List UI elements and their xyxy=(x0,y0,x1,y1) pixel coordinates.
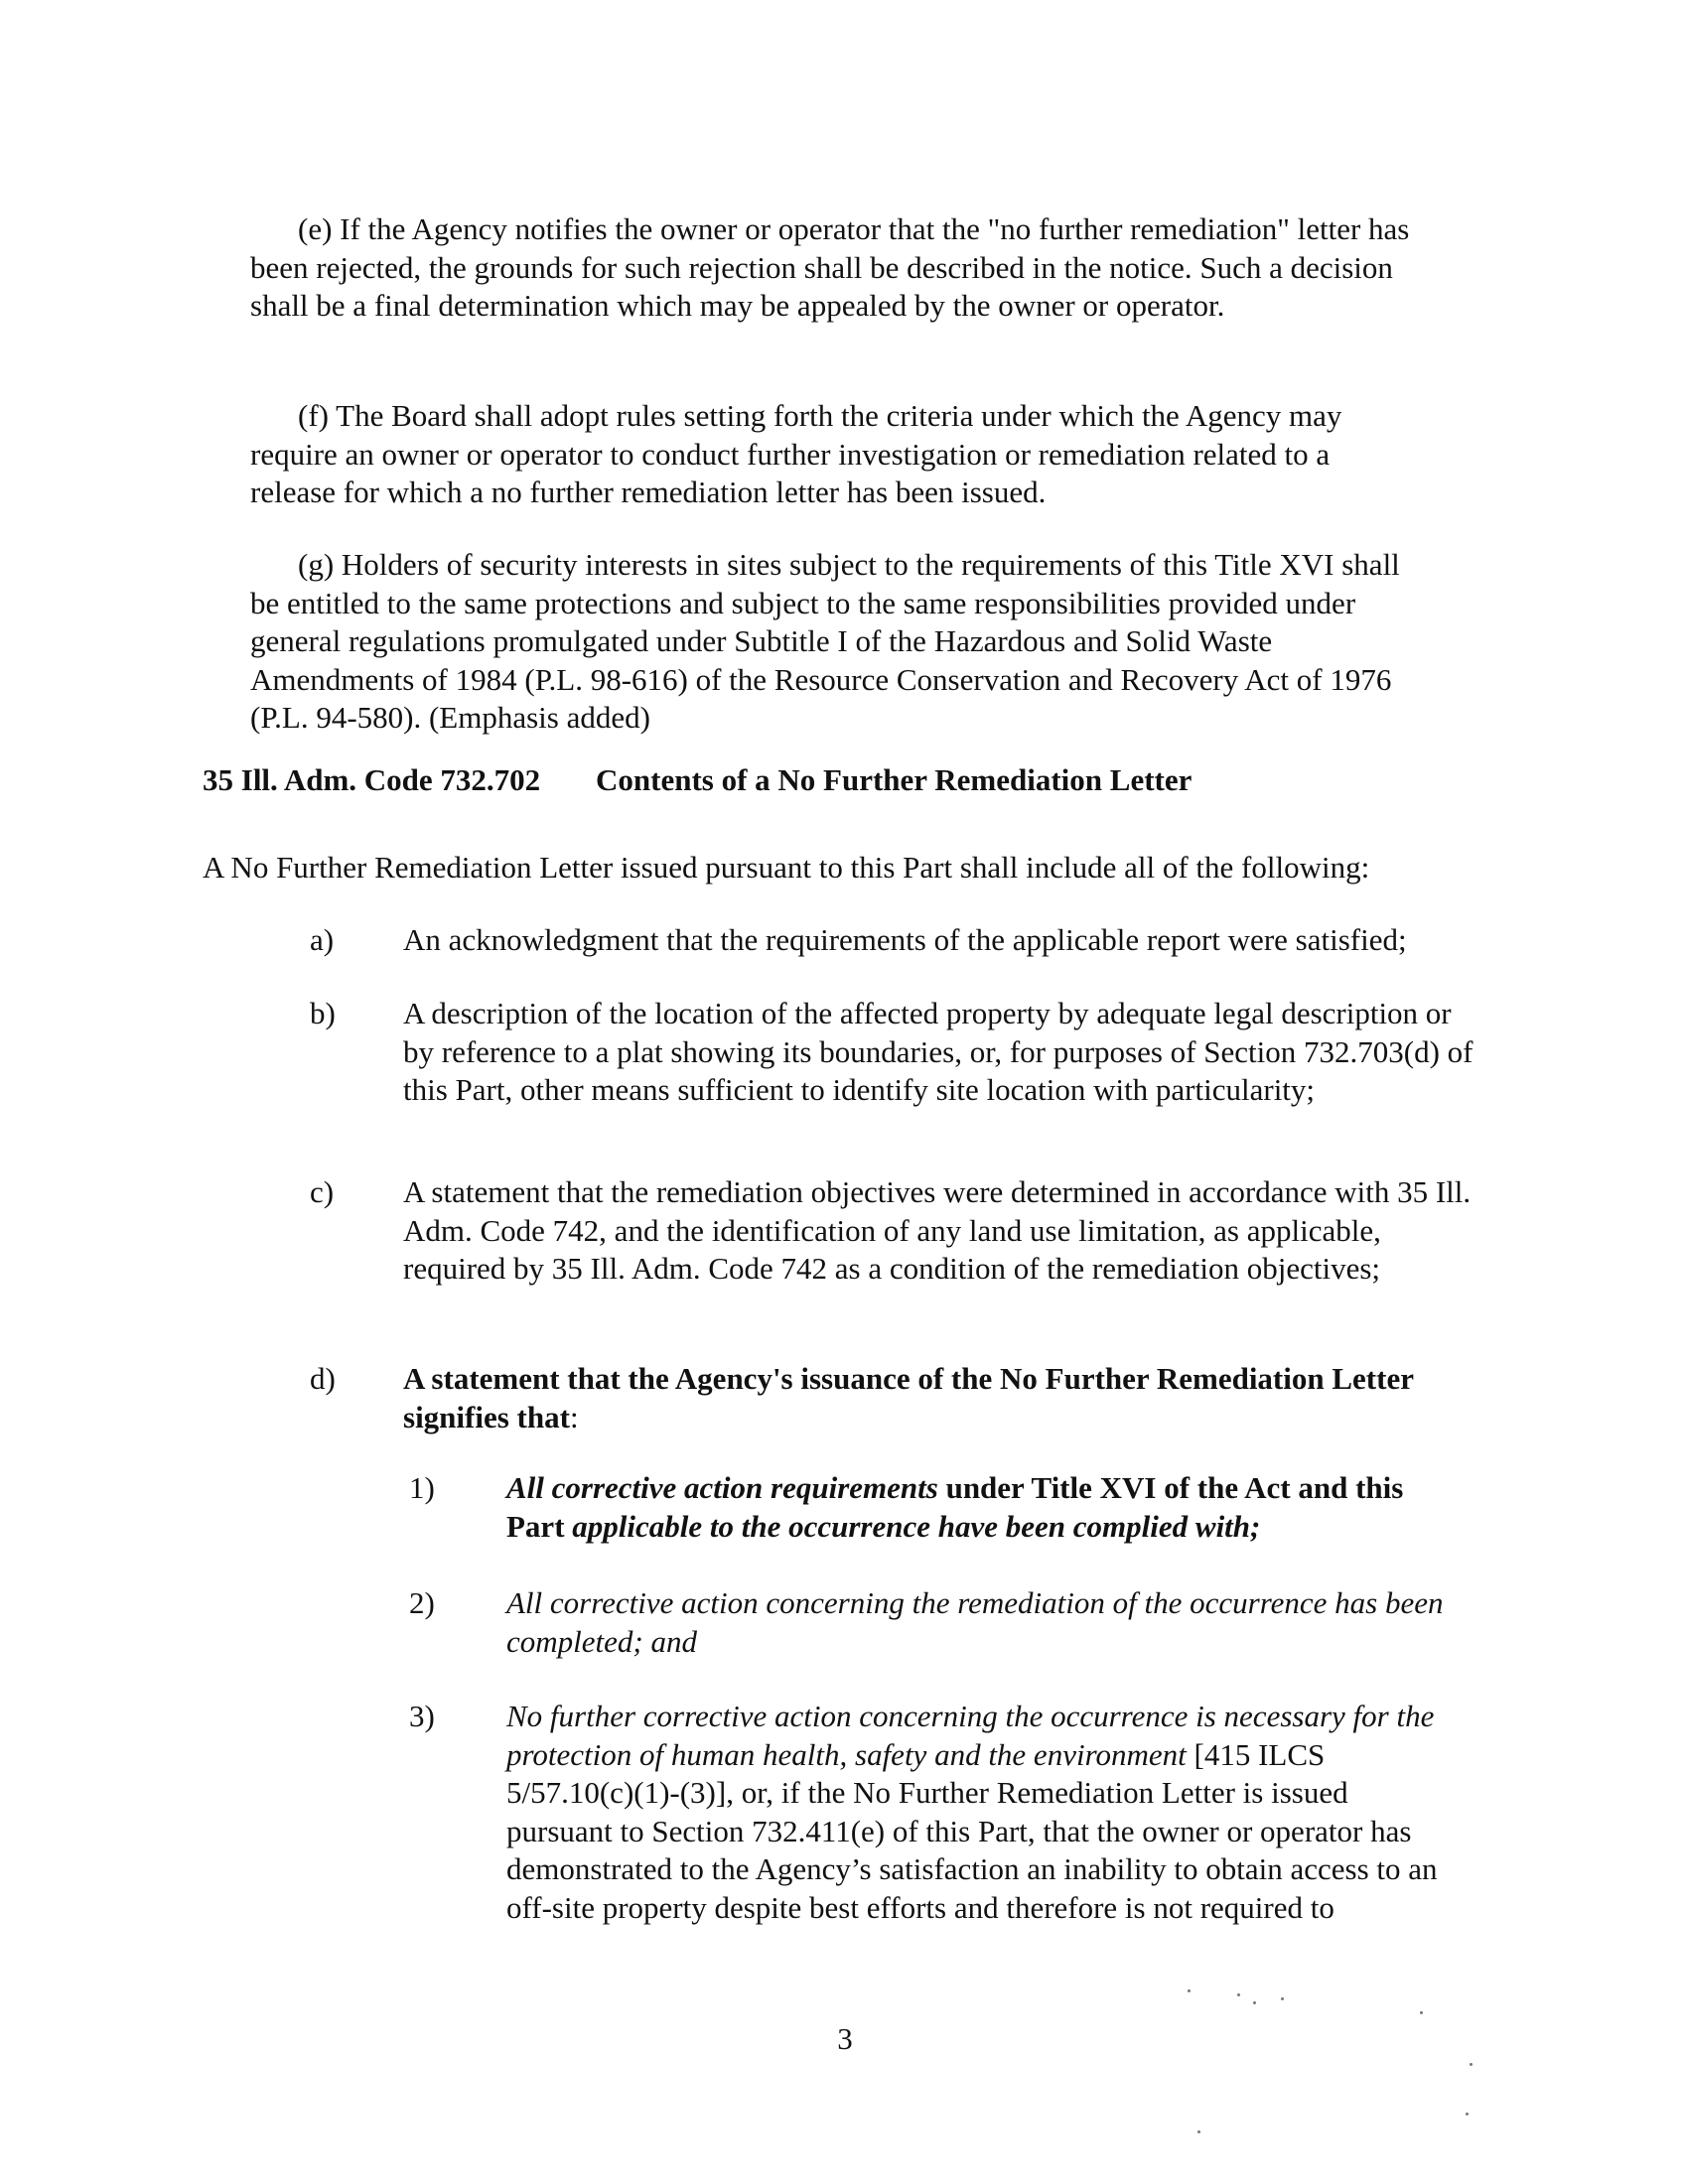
scan-speck xyxy=(1466,2113,1469,2116)
sub-item-text: All corrective action requirements under Title XVI of the Act and this Part applicable to the occurrence have been complied with; xyxy=(506,1470,1404,1544)
scan-speck xyxy=(1420,2011,1423,2014)
sub-item-label: 3) xyxy=(409,1699,435,1733)
paragraph-e: (e) If the Agency notifies the owner or operator that the "no further remediation" letter has been rejected, the grounds for such rejection shall be described in the notice. Such a decision shall be a final determination which may be appealed by the owner or operator. xyxy=(250,211,1410,323)
item-label: c) xyxy=(310,1174,335,1209)
paragraph-f: (f) The Board shall adopt rules setting forth the criteria under which the Agency may require an owner or operator to conduct further investigation or remediation related to a release for which a no further remediation letter has been issued. xyxy=(250,398,1342,509)
item-label: a) xyxy=(310,922,335,957)
scan-speck xyxy=(1188,1989,1191,1992)
sub-item-text: All corrective action concerning the remediation of the occurrence has been completed; and xyxy=(506,1585,1444,1659)
item-text: A description of the location of the affected property by adequate legal description or by reference to a plat showing its boundaries, or, for purposes of Section 732.703(d) of this Part, other means sufficient to identify site location with particularity; xyxy=(403,996,1474,1107)
section-heading xyxy=(203,762,1192,798)
item-label: d) xyxy=(310,1361,336,1396)
item-text: A statement that the remediation objectives were determined in accordance with 35 Ill. Adm. Code 742, and the identification of any land use limitation, as applicable, required by 35 Ill. Adm. Code 742 as a condition of the remediation objectives; xyxy=(403,1174,1472,1286)
scan-speck xyxy=(1253,2001,1256,2004)
scan-speck xyxy=(1197,2130,1200,2133)
section-code: 35 Ill. Adm. Code 732.702 xyxy=(203,762,541,797)
page-number: 3 xyxy=(837,2021,853,2056)
item-label: b) xyxy=(310,996,336,1030)
scan-speck xyxy=(1237,1993,1240,1996)
sub-item-label: 1) xyxy=(409,1470,435,1505)
item-text: An acknowledgment that the requirements of the applicable report were satisfied; xyxy=(403,922,1407,957)
sub-item-label: 2) xyxy=(409,1585,435,1620)
scan-speck xyxy=(1281,1997,1284,2000)
sub-item-text: No further corrective action concerning the occurrence is necessary for the protection of human health, safety and the environment [415 ILCS 5/57.10(c)(1)-(3)], or, if the No Further Remediation Letter is issued pursuant to Section 732.411(e) of this Part, that the owner or operator has demonstrated to the Agency’s satisfaction an inability to obtain access to an off-site property despite best efforts and therefore is not required to xyxy=(506,1699,1438,1925)
section-title: Contents of a No Further Remediation Letter xyxy=(596,762,1193,797)
scan-speck xyxy=(1470,2063,1473,2066)
paragraph-g: (g) Holders of security interests in sites subject to the requirements of this Title XVI shall be entitled to the same protections and subject to the same responsibilities provided under general regulations promulgated under Subtitle I of the Hazardous and Solid Waste Amendments of 1984 (P.L. 98-616) of the Resource Conservation and Recovery Act of 1976 (P.L. 94-580). (Emphasis added) xyxy=(250,547,1400,735)
item-text: A statement that the Agency's issuance of the No Further Remediation Letter signifies that: xyxy=(403,1361,1414,1434)
intro-sentence: A No Further Remediation Letter issued pursuant to this Part shall include all of the following: xyxy=(203,850,1370,885)
